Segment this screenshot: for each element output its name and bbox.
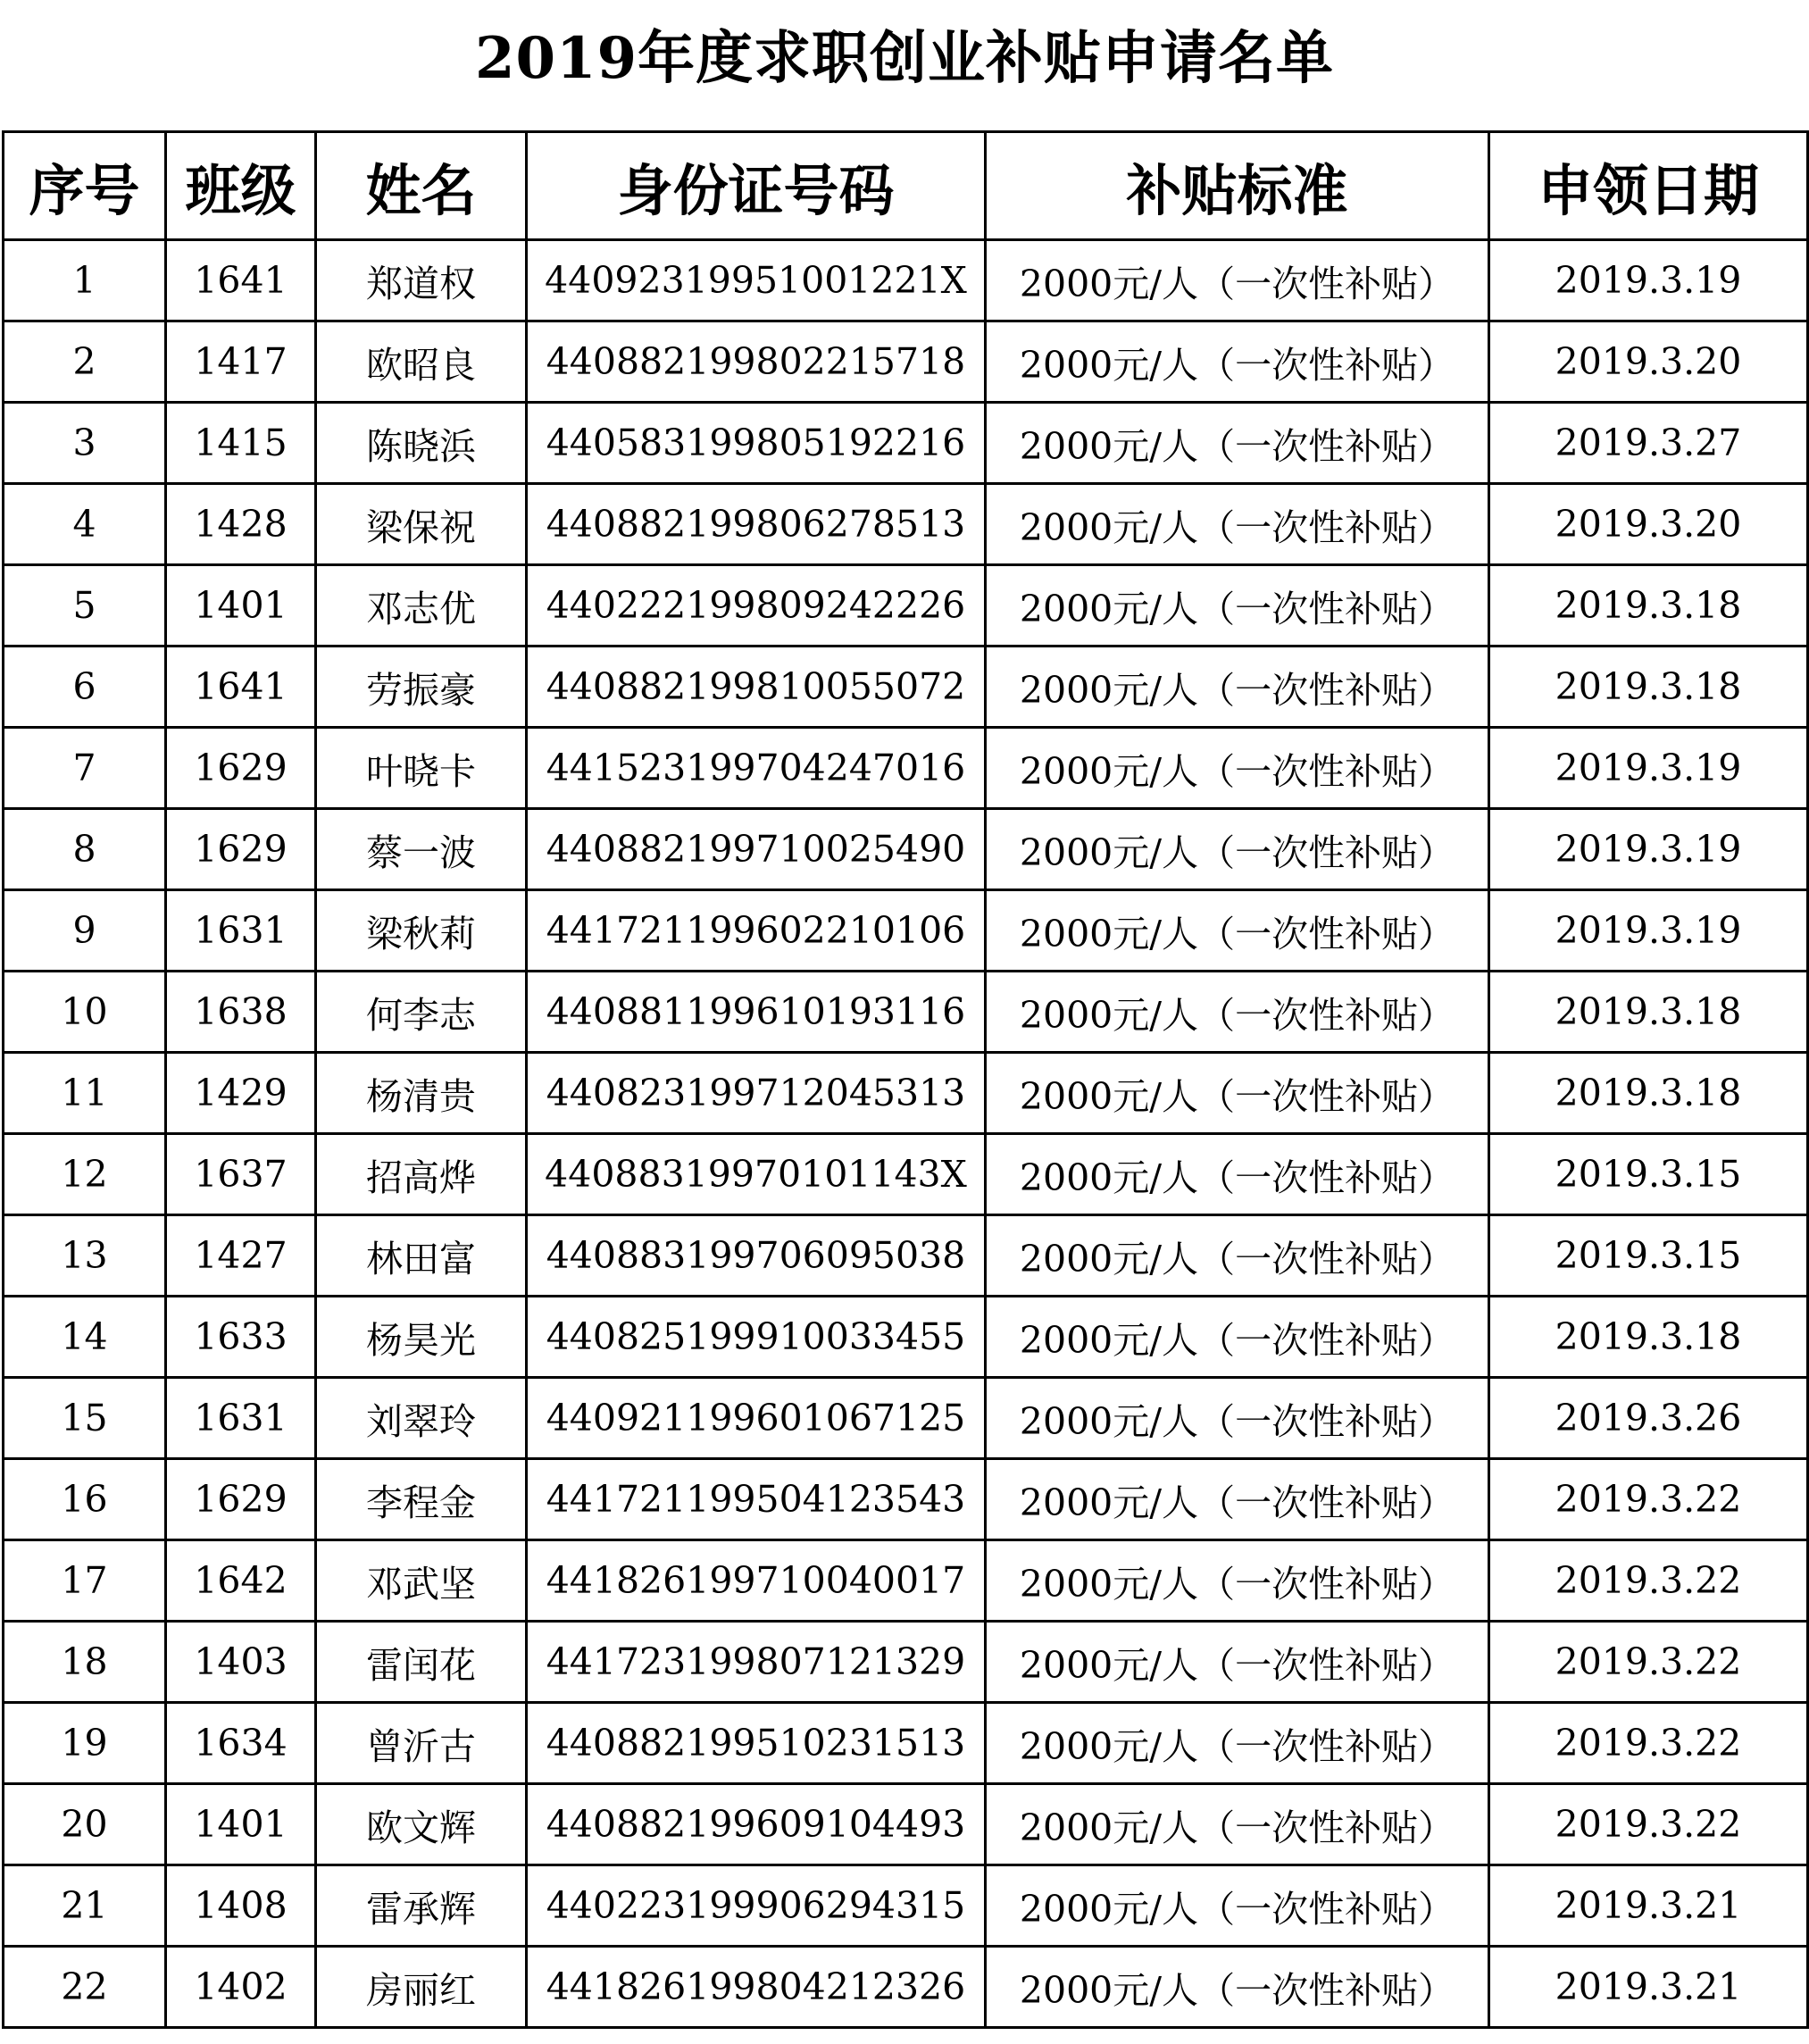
cell-standard: 2000元/人（一次性补贴）	[986, 1053, 1489, 1134]
cell-standard: 2000元/人（一次性补贴）	[986, 1134, 1489, 1215]
cell-standard: 2000元/人（一次性补贴）	[986, 484, 1489, 565]
cell-date: 2019.3.18	[1489, 647, 1808, 728]
cell-id-number: 440882199806278513	[527, 484, 986, 565]
cell-date: 2019.3.18	[1489, 1297, 1808, 1378]
cell-standard: 2000元/人（一次性补贴）	[986, 647, 1489, 728]
cell-seq: 7	[4, 728, 166, 809]
cell-class: 1415	[166, 403, 316, 484]
cell-name: 蔡一波	[316, 809, 527, 890]
cell-class: 1631	[166, 1378, 316, 1459]
cell-name: 叶晓卡	[316, 728, 527, 809]
cell-standard: 2000元/人（一次性补贴）	[986, 321, 1489, 403]
table-row	[4, 1540, 1808, 1622]
cell-standard: 2000元/人（一次性补贴）	[986, 809, 1489, 890]
cell-standard: 2000元/人（一次性补贴）	[986, 890, 1489, 972]
cell-date: 2019.3.18	[1489, 1053, 1808, 1134]
header-seq: 序号	[4, 132, 166, 240]
cell-seq: 9	[4, 890, 166, 972]
table-row	[4, 1215, 1808, 1297]
cell-date: 2019.3.15	[1489, 1134, 1808, 1215]
cell-id-number: 440583199805192216	[527, 403, 986, 484]
cell-name: 邓志优	[316, 565, 527, 647]
cell-class: 1428	[166, 484, 316, 565]
cell-name: 房丽红	[316, 1947, 527, 2028]
cell-name: 劳振豪	[316, 647, 527, 728]
cell-date: 2019.3.26	[1489, 1378, 1808, 1459]
header-id-number: 身份证号码	[527, 132, 986, 240]
cell-seq: 10	[4, 972, 166, 1053]
cell-id-number: 440223199906294315	[527, 1865, 986, 1947]
header-name: 姓名	[316, 132, 527, 240]
cell-name: 杨清贵	[316, 1053, 527, 1134]
cell-seq: 3	[4, 403, 166, 484]
cell-class: 1637	[166, 1134, 316, 1215]
cell-class: 1408	[166, 1865, 316, 1947]
cell-date: 2019.3.19	[1489, 728, 1808, 809]
cell-id-number: 440823199712045313	[527, 1053, 986, 1134]
cell-id-number: 441826199710040017	[527, 1540, 986, 1622]
cell-seq: 18	[4, 1622, 166, 1703]
table-row	[4, 809, 1808, 890]
cell-standard: 2000元/人（一次性补贴）	[986, 1865, 1489, 1947]
cell-class: 1629	[166, 809, 316, 890]
table-row	[4, 240, 1808, 321]
cell-class: 1641	[166, 240, 316, 321]
table-row	[4, 1784, 1808, 1865]
cell-id-number: 441723199807121329	[527, 1622, 986, 1703]
applicant-table	[2, 130, 1809, 2029]
cell-standard: 2000元/人（一次性补贴）	[986, 1459, 1489, 1540]
cell-seq: 13	[4, 1215, 166, 1297]
cell-name: 李程金	[316, 1459, 527, 1540]
cell-standard: 2000元/人（一次性补贴）	[986, 565, 1489, 647]
cell-date: 2019.3.22	[1489, 1459, 1808, 1540]
cell-date: 2019.3.18	[1489, 972, 1808, 1053]
cell-date: 2019.3.22	[1489, 1703, 1808, 1784]
cell-name: 雷承辉	[316, 1865, 527, 1947]
cell-id-number: 440883199706095038	[527, 1215, 986, 1297]
cell-class: 1641	[166, 647, 316, 728]
cell-class: 1401	[166, 565, 316, 647]
cell-id-number: 441826199804212326	[527, 1947, 986, 2028]
cell-id-number: 440222199809242226	[527, 565, 986, 647]
header-standard: 补贴标准	[986, 132, 1489, 240]
cell-seq: 15	[4, 1378, 166, 1459]
table-row	[4, 321, 1808, 403]
cell-seq: 21	[4, 1865, 166, 1947]
cell-class: 1638	[166, 972, 316, 1053]
cell-class: 1401	[166, 1784, 316, 1865]
cell-seq: 8	[4, 809, 166, 890]
table-row	[4, 1947, 1808, 2028]
cell-id-number: 440921199601067125	[527, 1378, 986, 1459]
header-class: 班级	[166, 132, 316, 240]
cell-name: 曾沂古	[316, 1703, 527, 1784]
cell-seq: 16	[4, 1459, 166, 1540]
cell-seq: 2	[4, 321, 166, 403]
cell-date: 2019.3.21	[1489, 1865, 1808, 1947]
cell-id-number: 440881199610193116	[527, 972, 986, 1053]
cell-date: 2019.3.19	[1489, 809, 1808, 890]
cell-seq: 5	[4, 565, 166, 647]
cell-name: 欧昭良	[316, 321, 527, 403]
cell-date: 2019.3.18	[1489, 565, 1808, 647]
cell-seq: 22	[4, 1947, 166, 2028]
table-row	[4, 647, 1808, 728]
table-row	[4, 1378, 1808, 1459]
cell-seq: 17	[4, 1540, 166, 1622]
table-row	[4, 728, 1808, 809]
cell-standard: 2000元/人（一次性补贴）	[986, 1703, 1489, 1784]
cell-name: 招高烨	[316, 1134, 527, 1215]
table-row	[4, 1703, 1808, 1784]
cell-class: 1417	[166, 321, 316, 403]
cell-class: 1631	[166, 890, 316, 972]
header-date: 申领日期	[1489, 132, 1808, 240]
table-row	[4, 972, 1808, 1053]
cell-name: 何李志	[316, 972, 527, 1053]
cell-id-number: 440882199710025490	[527, 809, 986, 890]
cell-seq: 1	[4, 240, 166, 321]
cell-seq: 11	[4, 1053, 166, 1134]
table-row	[4, 565, 1808, 647]
cell-class: 1402	[166, 1947, 316, 2028]
cell-name: 邓武坚	[316, 1540, 527, 1622]
cell-class: 1429	[166, 1053, 316, 1134]
cell-id-number: 441523199704247016	[527, 728, 986, 809]
cell-name: 梁秋莉	[316, 890, 527, 972]
cell-date: 2019.3.27	[1489, 403, 1808, 484]
cell-name: 林田富	[316, 1215, 527, 1297]
cell-name: 刘翠玲	[316, 1378, 527, 1459]
cell-date: 2019.3.21	[1489, 1947, 1808, 2028]
table-row	[4, 1865, 1808, 1947]
cell-class: 1642	[166, 1540, 316, 1622]
cell-class: 1629	[166, 728, 316, 809]
cell-id-number: 440882199609104493	[527, 1784, 986, 1865]
cell-name: 杨昊光	[316, 1297, 527, 1378]
document-title: 2019年度求职创业补贴申请名单	[474, 25, 1335, 92]
table-row	[4, 890, 1808, 972]
cell-seq: 14	[4, 1297, 166, 1378]
cell-seq: 19	[4, 1703, 166, 1784]
cell-id-number: 440882199810055072	[527, 647, 986, 728]
cell-standard: 2000元/人（一次性补贴）	[986, 240, 1489, 321]
cell-seq: 12	[4, 1134, 166, 1215]
cell-id-number: 440825199910033455	[527, 1297, 986, 1378]
cell-standard: 2000元/人（一次性补贴）	[986, 972, 1489, 1053]
cell-class: 1403	[166, 1622, 316, 1703]
cell-id-number: 441721199504123543	[527, 1459, 986, 1540]
table-row	[4, 1622, 1808, 1703]
cell-name: 梁保祝	[316, 484, 527, 565]
cell-date: 2019.3.22	[1489, 1540, 1808, 1622]
table-row	[4, 1053, 1808, 1134]
cell-date: 2019.3.22	[1489, 1622, 1808, 1703]
cell-date: 2019.3.20	[1489, 321, 1808, 403]
cell-date: 2019.3.20	[1489, 484, 1808, 565]
cell-standard: 2000元/人（一次性补贴）	[986, 1215, 1489, 1297]
cell-name: 郑道权	[316, 240, 527, 321]
cell-standard: 2000元/人（一次性补贴）	[986, 1947, 1489, 2028]
cell-standard: 2000元/人（一次性补贴）	[986, 1622, 1489, 1703]
cell-id-number: 44088319970101143X	[527, 1134, 986, 1215]
table-row	[4, 1134, 1808, 1215]
cell-seq: 6	[4, 647, 166, 728]
cell-date: 2019.3.22	[1489, 1784, 1808, 1865]
cell-standard: 2000元/人（一次性补贴）	[986, 1378, 1489, 1459]
table-header	[4, 132, 1808, 240]
cell-date: 2019.3.19	[1489, 240, 1808, 321]
cell-name: 雷闰花	[316, 1622, 527, 1703]
table-row	[4, 403, 1808, 484]
cell-class: 1427	[166, 1215, 316, 1297]
cell-date: 2019.3.15	[1489, 1215, 1808, 1297]
cell-id-number: 440882199802215718	[527, 321, 986, 403]
cell-standard: 2000元/人（一次性补贴）	[986, 1784, 1489, 1865]
cell-standard: 2000元/人（一次性补贴）	[986, 403, 1489, 484]
cell-name: 欧文辉	[316, 1784, 527, 1865]
cell-id-number: 44092319951001221X	[527, 240, 986, 321]
header-row	[4, 132, 1808, 240]
cell-name: 陈晓浜	[316, 403, 527, 484]
cell-standard: 2000元/人（一次性补贴）	[986, 728, 1489, 809]
table-row	[4, 484, 1808, 565]
cell-class: 1633	[166, 1297, 316, 1378]
table-body	[4, 240, 1808, 2028]
cell-seq: 20	[4, 1784, 166, 1865]
cell-date: 2019.3.19	[1489, 890, 1808, 972]
cell-id-number: 441721199602210106	[527, 890, 986, 972]
table-row	[4, 1459, 1808, 1540]
cell-class: 1634	[166, 1703, 316, 1784]
cell-seq: 4	[4, 484, 166, 565]
table-row	[4, 1297, 1808, 1378]
cell-standard: 2000元/人（一次性补贴）	[986, 1297, 1489, 1378]
cell-id-number: 440882199510231513	[527, 1703, 986, 1784]
cell-standard: 2000元/人（一次性补贴）	[986, 1540, 1489, 1622]
cell-class: 1629	[166, 1459, 316, 1540]
